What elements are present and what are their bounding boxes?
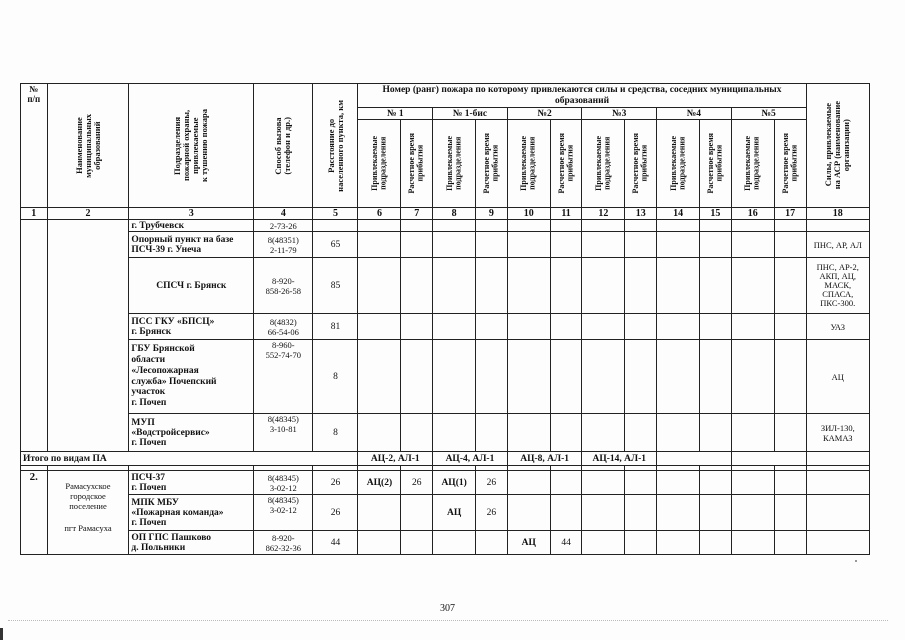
municipality-name: Рамасухское городское поселение [65,481,111,511]
header-sub-time: Расчетное время прибытия [700,120,732,208]
column-number-row [21,208,870,220]
column-number: 7 [401,208,433,220]
forces-cell [806,220,869,232]
rank-time-cell [401,531,433,555]
rank-time-cell [401,495,433,531]
settlement-name: пгт Рамасуха [64,523,112,533]
table-row [21,495,870,531]
header-sub-time: Расчетное время прибытия [550,120,582,208]
unit-cell: ОП ГПС Пашково д. Польники [129,531,254,555]
distance-cell: 81 [313,314,358,340]
table-row [21,414,870,452]
header-sub-units: Привлекаемые подразделения [731,120,774,208]
column-number: 13 [625,208,657,220]
rank-units-cell: АЦ [507,531,550,555]
table-row [21,232,870,258]
forces-cell: УАЗ [806,314,869,340]
header-call-method: Способ вызова (телефон и др.) [254,84,313,208]
rank-units-cell: АЦ(1) [433,471,476,495]
unit-cell: ПСЧ-37 г. Почеп [129,471,254,495]
column-number: 1 [21,208,48,220]
column-number: 14 [657,208,700,220]
distance-cell: 26 [313,495,358,531]
table-row [21,340,870,414]
column-number: 6 [358,208,401,220]
header-forces: Силы, привлекаемые на АСР (наименование организации) [806,84,869,208]
call-cell: 8(48351) 2-11-79 [254,232,313,258]
table-row [21,258,870,314]
column-number: 16 [731,208,774,220]
column-number: 8 [433,208,476,220]
scan-artifact-line [8,620,888,622]
header-rank-1: № 1 [358,108,433,120]
header-rank-2: №2 [507,108,582,120]
forces-cell: ПНС, АР-2, АКП, АЦ, МАСК, СПАСА, ПКС-300. [806,258,869,314]
header-rank-group: Номер (ранг) пожара по которому привлекаются силы и средства, соседних муниципальных образований [358,84,806,108]
fire-forces-table [20,83,870,555]
unit-cell: МПК МБУ «Пожарная команда» г. Почеп [129,495,254,531]
call-cell: 2-73-26 [254,220,313,232]
distance-cell: 8 [313,340,358,414]
header-sub-units: Привлекаемые подразделения [657,120,700,208]
header-number: № п/п [21,84,48,208]
page-number: 307 [440,603,455,614]
totals-row [21,452,870,466]
table-row [21,314,870,340]
totals-rank-3: АЦ-14, АЛ-1 [582,452,657,466]
rank-units-cell [358,495,401,531]
row-number-cell: 2. [21,471,48,555]
rank-units-cell: АЦ [433,495,476,531]
totals-rank-1: АЦ-2, АЛ-1 [358,452,433,466]
column-number: 18 [806,208,869,220]
totals-rank-1bis: АЦ-4, АЛ-1 [433,452,508,466]
distance-cell [313,220,358,232]
column-number: 5 [313,208,358,220]
column-number: 10 [507,208,550,220]
row-number-cell [21,220,48,452]
unit-cell: ГБУ Брянской области «Лесопожарная служба» Почепский участок г. Почеп [129,340,254,414]
header-sub-units: Привлекаемые подразделения [433,120,476,208]
unit-cell: СПСЧ г. Брянск [129,258,254,314]
column-number: 3 [129,208,254,220]
distance-cell: 85 [313,258,358,314]
totals-label: Итого по видам ПА [21,452,358,466]
header-sub-units: Привлекаемые подразделения [358,120,401,208]
rank-time-cell [476,531,508,555]
header-sub-time: Расчетное время прибытия [625,120,657,208]
rank-units-cell [433,531,476,555]
header-rank-5: №5 [731,108,806,120]
totals-rank-2: АЦ-8, АЛ-1 [507,452,582,466]
distance-cell: 44 [313,531,358,555]
header-distance: Расстояние до населенного пункта, км [313,84,358,208]
forces-cell: ПНС, АР, АЛ [806,232,869,258]
header-sub-time: Расчетное время прибытия [476,120,508,208]
column-number: 12 [582,208,625,220]
table-row [21,531,870,555]
table-row [21,471,870,495]
header-sub-time: Расчетное время прибытия [401,120,433,208]
municipality-cell [47,220,129,452]
distance-cell: 8 [313,414,358,452]
column-number: 2 [47,208,129,220]
rank-time-cell [550,495,582,531]
rank-units-cell [507,495,550,531]
rank-time-cell: 26 [476,471,508,495]
call-cell: 8(48345) 3-10-81 [254,414,313,452]
rank-units-cell [507,471,550,495]
header-units: Подразделения пожарной охраны, привлекаемые к тушению пожара [129,84,254,208]
column-number: 9 [476,208,508,220]
unit-cell: Опорный пункт на базе ПСЧ-39 г. Унеча [129,232,254,258]
scan-speck [855,560,857,562]
call-cell: 8-920- 858-26-58 [254,258,313,314]
call-cell: 8(48345) 3-02-12 [254,471,313,495]
forces-cell: ЗИЛ-130, КАМАЗ [806,414,869,452]
call-cell: 8(4832) 66-54-06 [254,314,313,340]
header-rank-3: №3 [582,108,657,120]
table-row [21,220,870,232]
header-sub-units: Привлекаемые подразделения [507,120,550,208]
call-cell: 8-920- 862-32-36 [254,531,313,555]
call-cell: 8(48345) 3-02-12 [254,495,313,531]
unit-cell: г. Трубчевск [129,220,254,232]
unit-cell: МУП «Водстройсервис» г. Почеп [129,414,254,452]
header-sub-units: Привлекаемые подразделения [582,120,625,208]
header-municipality: Наименование муниципальных образований [47,84,129,208]
distance-cell: 65 [313,232,358,258]
distance-cell: 26 [313,471,358,495]
rank-time-cell: 44 [550,531,582,555]
column-number: 15 [700,208,732,220]
municipality-cell [47,471,129,555]
header-rank-1bis: № 1-бис [433,108,508,120]
rank-time-cell [550,471,582,495]
scan-edge-mark [0,628,3,640]
column-number: 4 [254,208,313,220]
header-rank-4: №4 [657,108,732,120]
rank-units-cell: АЦ(2) [358,471,401,495]
rank-units-cell [358,531,401,555]
header-sub-time: Расчетное время прибытия [774,120,806,208]
rank-time-cell: 26 [401,471,433,495]
column-number: 17 [774,208,806,220]
forces-cell: АЦ [806,340,869,414]
rank-time-cell: 26 [476,495,508,531]
unit-cell: ПСС ГКУ «БПСЦ» г. Брянск [129,314,254,340]
column-number: 11 [550,208,582,220]
call-cell: 8-960- 552-74-70 [254,340,313,414]
